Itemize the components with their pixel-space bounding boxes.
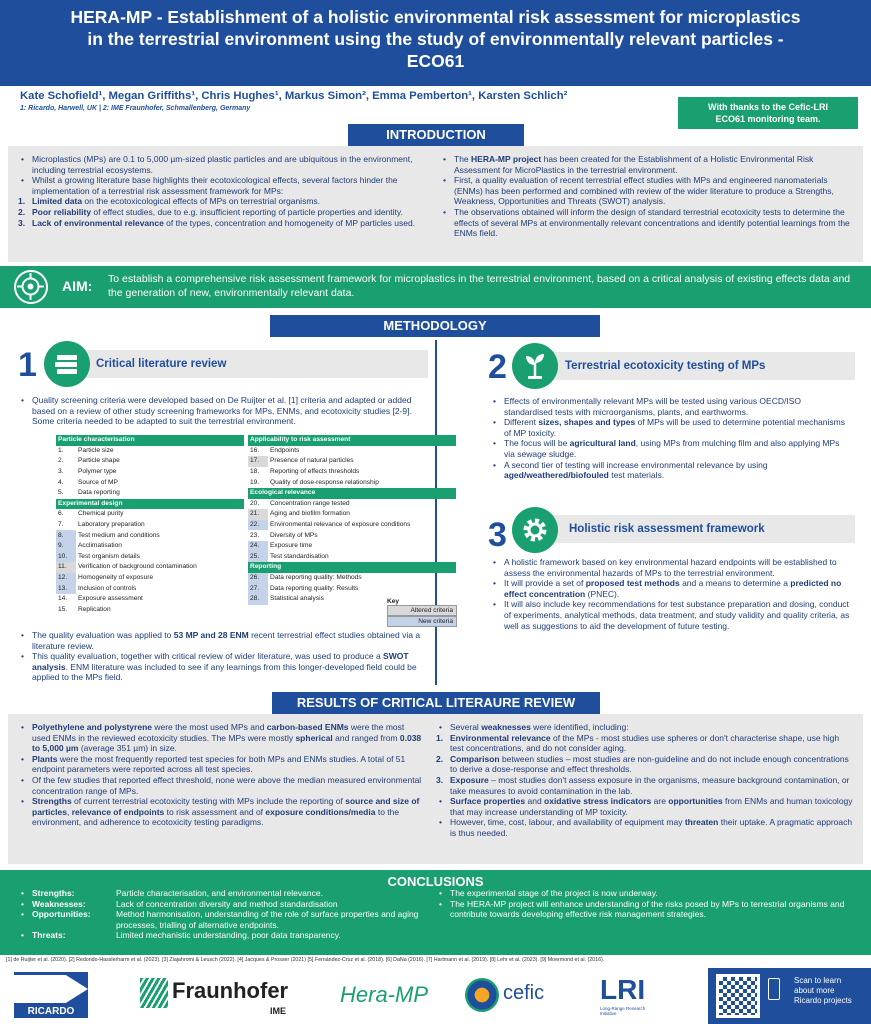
seedling-icon xyxy=(512,343,558,389)
criteria-label: Environmental relevance of exposure conditions xyxy=(270,521,411,529)
ricardo-logo: RICARDO xyxy=(14,972,88,1018)
table-section-header xyxy=(56,435,244,446)
criteria-row xyxy=(56,530,244,541)
criteria-label: Data reporting xyxy=(78,489,120,497)
criteria-row xyxy=(248,520,456,531)
results-numbered-item: 1. Environmental relevance of the MPs - most studies use spheres or don't characterise shape, use high test concentrations, and do not consider aging. xyxy=(436,732,840,754)
criteria-label: Diversity of MPs xyxy=(270,531,318,539)
intro-numbered-item: 1. Limited data on the ecotoxicological effects of MPs on terrestrial organisms. xyxy=(18,196,321,207)
criteria-row xyxy=(248,573,456,584)
section-2-bullet: • A second tier of testing will increase environmental relevance by using aged/weathered/biofouled test materials. xyxy=(490,460,852,481)
swot-row xyxy=(18,899,423,910)
criteria-number: 19. xyxy=(250,478,260,486)
section-3-bullet: • A holistic framework based on key environmental hazard endpoints will be established to assess the environmental hazards of MPs to the terrestrial environment. xyxy=(490,557,852,578)
intro-bullet: • Microplastics (MPs) are 0.1 to 5,000 µm-sized plastic particles and are ubiquitous in the environment, including terrestrial ecosystems. xyxy=(18,154,428,175)
table-section-header xyxy=(248,435,456,446)
criteria-label: Replication xyxy=(78,605,111,613)
criteria-label: Homogeneity of exposure xyxy=(78,574,154,582)
criteria-label: Reporting of effects thresholds xyxy=(270,468,360,476)
criteria-label: Test organism details xyxy=(78,552,140,560)
criteria-label: Data reporting quality: Results xyxy=(270,584,359,592)
criteria-row xyxy=(248,530,456,541)
criteria-row xyxy=(56,552,244,563)
table-section-label: Reporting xyxy=(248,562,456,573)
criteria-number: 10. xyxy=(56,552,76,563)
scan-text: Scan to learn about more Ricardo projects xyxy=(794,976,852,1005)
section-1-bullet: • The quality evaluation was applied to 53 MP and 28 ENM recent terrestrial effect studies obtained via a literature review. xyxy=(18,630,430,651)
criteria-row xyxy=(56,467,244,478)
criteria-number: 7. xyxy=(58,521,64,529)
results-bullet: • However, time, cost, labour, and availability of equipment may threaten their uptake. A pragmatic approach is thus needed. xyxy=(436,817,854,838)
criteria-number: 17. xyxy=(248,456,268,467)
criteria-row xyxy=(248,467,456,478)
criteria-number: 26. xyxy=(248,573,268,584)
criteria-number: 9. xyxy=(56,541,76,552)
section-title: Holistic risk assessment framework xyxy=(535,515,855,543)
criteria-label: Particle size xyxy=(78,446,114,454)
swot-key: Weaknesses: xyxy=(32,898,86,909)
results-bullet: • Polyethylene and polystyrene were the most used MPs and carbon-based ENMs were the most used ENMs in the reviewed ecotoxicity studies. The MPs were mostly spherical and ranged from 0.038 to 5,000 µm (average 351 µm) in size. xyxy=(18,722,423,754)
poster-title xyxy=(0,0,871,86)
fraunhofer-icon xyxy=(140,978,168,1008)
swot-value: Method harmonisation, understanding of the role of surface properties and aging processes, trialling of alternative endpoints. xyxy=(116,909,419,930)
criteria-table-right xyxy=(248,435,456,605)
criteria-number: 3. xyxy=(58,468,64,476)
criteria-number: 20. xyxy=(250,499,260,507)
thanks-line-1: With thanks to the Cefic-LRI xyxy=(708,102,828,112)
results-numbered-item: 2. Comparison between studies – most studies are non-guideline and do not include enough concentrations to derive a dose-response and effect thresholds. xyxy=(436,753,849,775)
criteria-label: Inclusion of controls xyxy=(78,584,137,592)
ime-label: IME xyxy=(270,1006,287,1016)
criteria-number: 11. xyxy=(56,562,76,573)
criteria-row xyxy=(56,456,244,467)
qr-code[interactable] xyxy=(716,974,760,1018)
criteria-row xyxy=(56,477,244,488)
criteria-label: Particle shape xyxy=(78,457,120,465)
criteria-label: Chemical purity xyxy=(78,510,124,518)
section-title: Critical literature review xyxy=(60,350,428,378)
authors: Kate Schofield¹, Megan Griffiths¹, Chris Hughes¹, Markus Simon², Emma Pemberton¹, Karsten Schlich² xyxy=(20,90,568,102)
section-1-results xyxy=(18,630,430,683)
section-3-bullet: • It will provide a set of proposed test methods and a means to determine a predicted no effect concentration (PNEC). xyxy=(490,578,852,599)
table-section-header xyxy=(248,562,456,573)
section-1-text xyxy=(18,395,430,427)
key-new: New criteria xyxy=(387,616,457,627)
section-2-bullet: • Effects of environmentally relevant MPs will be tested using various OECD/ISO standardised tests with microorganisms, plants, and earthworms. xyxy=(490,396,852,417)
intro-bullet: • Whilst a growing literature base highlights their ecotoxicological effects, several factors hinder the implementation of a terrestrial risk assessment framework for MPs: xyxy=(18,175,428,196)
swot-value: Lack of concentration diversity and method standardisation xyxy=(116,898,338,909)
criteria-number: 1. xyxy=(58,446,64,454)
aim-text: To establish a comprehensive risk assessment framework for microplastics in the terrestrial environment, based on a critical analysis of existing effects data and the generation of new, environmentally relevant data. xyxy=(108,273,851,299)
intro-bullet: • The observations obtained will inform the design of standard terrestrial ecotoxicity tests to determine the effects of several MPs at environmentally relevant concentrations and identify potential learnings from the ENMs field. xyxy=(440,207,852,239)
thanks-box xyxy=(678,97,858,129)
title-line-1: HERA-MP - Establishment of a holistic environmental risk assessment for microplastics xyxy=(70,7,801,27)
logo-strip xyxy=(0,968,871,1024)
bullet-icon: • xyxy=(21,909,24,920)
criteria-row xyxy=(248,509,456,520)
conclusion-bullet: • The HERA-MP project will enhance understanding of the risks posed by MPs to terrestrial organisms and contribute towards developing effective risk management strategies. xyxy=(436,899,854,920)
criteria-number: 13. xyxy=(56,583,76,594)
bullet-icon: • xyxy=(21,888,24,898)
criteria-label: Test medium and conditions xyxy=(78,531,160,539)
criteria-row xyxy=(56,541,244,552)
criteria-label: Data reporting quality: Methods xyxy=(270,574,362,582)
criteria-row xyxy=(56,605,244,616)
swot-key: Opportunities: xyxy=(32,909,91,920)
criteria-label: Concentration range tested xyxy=(270,499,350,507)
bullet-icon: • xyxy=(21,898,24,909)
intro-bullet: • The HERA-MP project has been created for the Establishment of a Holistic Environmental Risk Assessment for MicroPlastics in the terrestrial environment. xyxy=(440,154,852,175)
criteria-label: Source of MP xyxy=(78,478,118,486)
results-right xyxy=(436,722,854,839)
criteria-number: 25. xyxy=(248,552,268,563)
section-1-bullet: • This quality evaluation, together with critical review of wider literature, was used to produce a SWOT analysis. ENM literature was included to see if any learnings from this longer-developed field could be applied to the MPs field. xyxy=(18,651,430,683)
swot-key: Strengths: xyxy=(32,888,75,898)
criteria-row xyxy=(248,446,456,457)
swot-row xyxy=(18,888,423,899)
results-bullet: • Plants were the most frequently reported test species for both MPs and ENMs studies. A total of 51 endpoint parameters were reported across all test species. xyxy=(18,754,423,775)
swot-row xyxy=(18,909,423,930)
criteria-number: 14. xyxy=(58,595,68,603)
conclusions-swot xyxy=(18,888,423,941)
criteria-row xyxy=(56,446,244,457)
criteria-label: Presence of natural particles xyxy=(270,457,354,465)
section-number: 1 xyxy=(18,346,37,384)
conclusions-heading: CONCLUSIONS xyxy=(387,874,484,889)
table-section-label: Experimental design xyxy=(56,499,244,510)
criteria-number: 24. xyxy=(248,541,268,552)
section-2-text xyxy=(490,396,852,481)
criteria-label: Acclimatisation xyxy=(78,542,122,550)
criteria-label: Endpoints xyxy=(270,446,300,454)
criteria-row xyxy=(248,552,456,563)
criteria-row xyxy=(248,583,456,594)
title-line-3: ECO61 xyxy=(406,51,465,71)
criteria-label: Test standardisation xyxy=(270,552,329,560)
criteria-label: Exposure assessment xyxy=(78,595,143,603)
references: [1] de Ruijter et al. (2020). [2] Redondo-Hasslerharm et al. (2023). [3] Ziajahromi & Leusch (2022). [4] Jacques & Prosser (2021) [5] Fernández-Cruz et al. (2018). [6] DaNa (2016). [7] Hartmann et al. (2019). [8] Lehr et al. (2023). [9] Moermond et al. (2016). xyxy=(6,957,605,963)
criteria-row xyxy=(56,520,244,531)
results-bullet: • Several weaknesses were identified, including: xyxy=(436,722,854,733)
intro-numbered-item: 2. Poor reliability of effect studies, due to e.g. insufficient reporting of particle properties and identity. xyxy=(18,206,403,217)
criteria-label: Verification of background contamination xyxy=(78,563,197,571)
swot-value: Particle characterisation, and environmental relevance. xyxy=(116,888,323,898)
key-altered: Altered criteria xyxy=(387,605,457,616)
results-bullet: • Surface properties and oxidative stress indicators are opportunities from ENMs and human toxicology that may increase understanding of MP toxicity. xyxy=(436,796,854,817)
section-2-bullet: • Different sizes, shapes and types of MPs will be used to determine potential mechanisms of MP toxicity. xyxy=(490,417,852,438)
criteria-row xyxy=(248,477,456,488)
criteria-label: Statistical analysis xyxy=(270,595,324,603)
section-number: 3 xyxy=(488,516,507,554)
criteria-number: 16. xyxy=(250,446,260,454)
criteria-table-left xyxy=(56,435,244,615)
section-number: 2 xyxy=(488,348,507,386)
title-line-2: in the terrestrial environment using the study of environmentally relevant particles - xyxy=(87,29,784,49)
criteria-number: 21. xyxy=(248,509,268,520)
conclusions-right xyxy=(436,888,854,920)
swot-row xyxy=(18,930,423,941)
intro-numbered-item: 3. Lack of environmental relevance of the types, concentration and homogeneity of MP particles used. xyxy=(18,217,416,228)
criteria-label: Exposure time xyxy=(270,542,313,550)
results-numbered-item: 3. Exposure – most studies don't assess exposure in the organisms, measure background contamination, or take measures to avoid contamination in the lab. xyxy=(436,774,850,796)
criteria-number: 23. xyxy=(250,531,260,539)
criteria-number: 15. xyxy=(58,605,68,613)
table-section-label: Applicability to risk assessment xyxy=(248,435,456,446)
table-section-header xyxy=(56,499,244,510)
section-1-para: • Quality screening criteria were developed based on De Ruijter et al. [1] criteria and adapted or added based on a review of other study screening frameworks for MPs, ENMs, and ecotoxicity studies [2-9]. Some criteria needed to be adapted to suit the terrestrial environment. xyxy=(18,395,430,427)
criteria-row xyxy=(56,488,244,499)
thanks-line-2: ECO61 monitoring team. xyxy=(715,114,821,124)
criteria-number: 12. xyxy=(56,573,76,584)
criteria-label: Laboratory preparation xyxy=(78,521,145,529)
table-key xyxy=(387,598,457,627)
cefic-logo: cefic xyxy=(503,982,545,1004)
criteria-number: 27. xyxy=(248,583,268,594)
criteria-row xyxy=(248,541,456,552)
table-section-header xyxy=(248,488,456,499)
criteria-row xyxy=(56,509,244,520)
methodology-heading: METHODOLOGY xyxy=(270,315,600,337)
section-3-text xyxy=(490,557,852,631)
criteria-label: Polymer type xyxy=(78,468,117,476)
gear-icon xyxy=(512,507,558,553)
results-bullet: • Strengths of current terrestrial ecotoxicity testing with MPs include the reporting of source and size of particles, relevance of endpoints to risk assessment and of exposure conditions/media to the environment, and adherence to ecotoxicity testing paradigms. xyxy=(18,796,423,828)
criteria-number: 5. xyxy=(58,489,64,497)
books-icon xyxy=(44,341,90,387)
criteria-row xyxy=(56,583,244,594)
criteria-number: 18. xyxy=(250,468,260,476)
criteria-row xyxy=(56,562,244,573)
fraunhofer-logo: Fraunhofer xyxy=(172,978,289,1003)
target-icon xyxy=(14,270,48,304)
bullet-icon: • xyxy=(21,930,24,941)
intro-bullet: • First, a quality evaluation of recent terrestrial effect studies with MPs and engineered nanomaterials (ENMs) has been performed and combined with review of the wider literature to produce a Strengths, Weakness, Opportunities and Threats (SWOT) analysis. xyxy=(440,175,852,207)
section-3-bullet: • It will also include key recommendations for test substance preparation and dosing, conduct of experiments, analytical methods, data treatment, and study validity and quality criteria, as well as suggestions to aid the development of future testing. xyxy=(490,599,852,631)
section-title: Terrestrial ecotoxicity testing of MPs xyxy=(535,352,855,380)
aim-label: AIM: xyxy=(62,278,93,294)
results-heading: RESULTS OF CRITICAL LITERAURE REVIEW xyxy=(272,692,600,714)
criteria-number: 6. xyxy=(58,510,64,518)
introduction-left xyxy=(18,154,428,228)
criteria-number: 2. xyxy=(58,457,64,465)
section-2-bullet: • The focus will be agricultural land, using MPs from mulching film and also applying MPs via sewage sludge. xyxy=(490,438,852,459)
swot-key: Threats: xyxy=(32,930,66,941)
conclusion-bullet: • The experimental stage of the project is now underway. xyxy=(436,888,854,899)
key-title: Key xyxy=(387,598,400,605)
criteria-row xyxy=(248,499,456,510)
results-bullet: • Of the few studies that reported effect threshold, none were above the median measured environmental concentration range of MPs. xyxy=(18,775,423,796)
hera-mp-logo: Hera-MP xyxy=(340,982,429,1007)
criteria-number: 4. xyxy=(58,478,64,486)
swot-value: Limited mechanistic understanding, poor data transparency. xyxy=(116,930,341,941)
cefic-icon xyxy=(465,978,499,1012)
criteria-number: 22. xyxy=(248,520,268,531)
introduction-heading: INTRODUCTION xyxy=(348,124,524,146)
introduction-right xyxy=(440,154,852,239)
criteria-label: Quality of dose-response relationship xyxy=(270,478,379,486)
lri-logo: LRI xyxy=(600,974,646,1005)
criteria-number: 28. xyxy=(248,594,268,605)
table-section-label: Particle characterisation xyxy=(56,435,244,446)
table-section-label: Ecological relevance xyxy=(248,488,456,499)
criteria-number: 8. xyxy=(56,530,76,541)
criteria-label: Aging and biofilm formation xyxy=(270,510,350,518)
phone-icon xyxy=(768,978,780,1000)
criteria-row xyxy=(248,456,456,467)
criteria-row xyxy=(56,573,244,584)
results-left xyxy=(18,722,423,828)
affiliations: 1: Ricardo, Harwell, UK | 2: IME Fraunhofer, Schmallenberg, Germany xyxy=(20,105,251,112)
lri-subtitle: Long-Range Research Initiative xyxy=(600,1006,646,1016)
criteria-row xyxy=(56,594,244,605)
